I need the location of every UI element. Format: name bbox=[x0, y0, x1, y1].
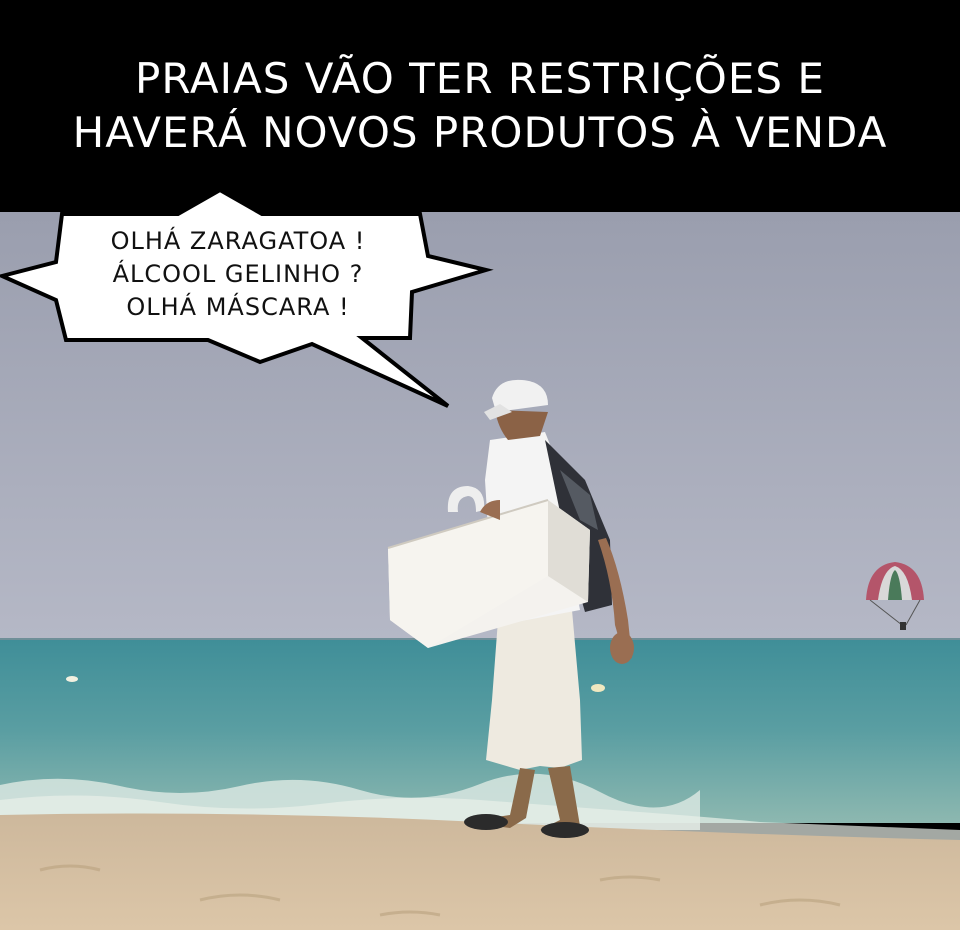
speech-bubble-text bbox=[60, 222, 416, 326]
bubble-line-1: OLHÁ ZARAGATOA ! bbox=[110, 226, 366, 255]
bubble-line-2: ÁLCOOL GELINHO ? bbox=[112, 259, 364, 288]
headline-line-2: HAVERÁ NOVOS PRODUTOS À VENDA bbox=[72, 108, 888, 157]
headline-line-1: PRAIAS VÃO TER RESTRIÇÕES E bbox=[135, 54, 825, 103]
bubble-line-3: OLHÁ MÁSCARA ! bbox=[126, 292, 350, 321]
